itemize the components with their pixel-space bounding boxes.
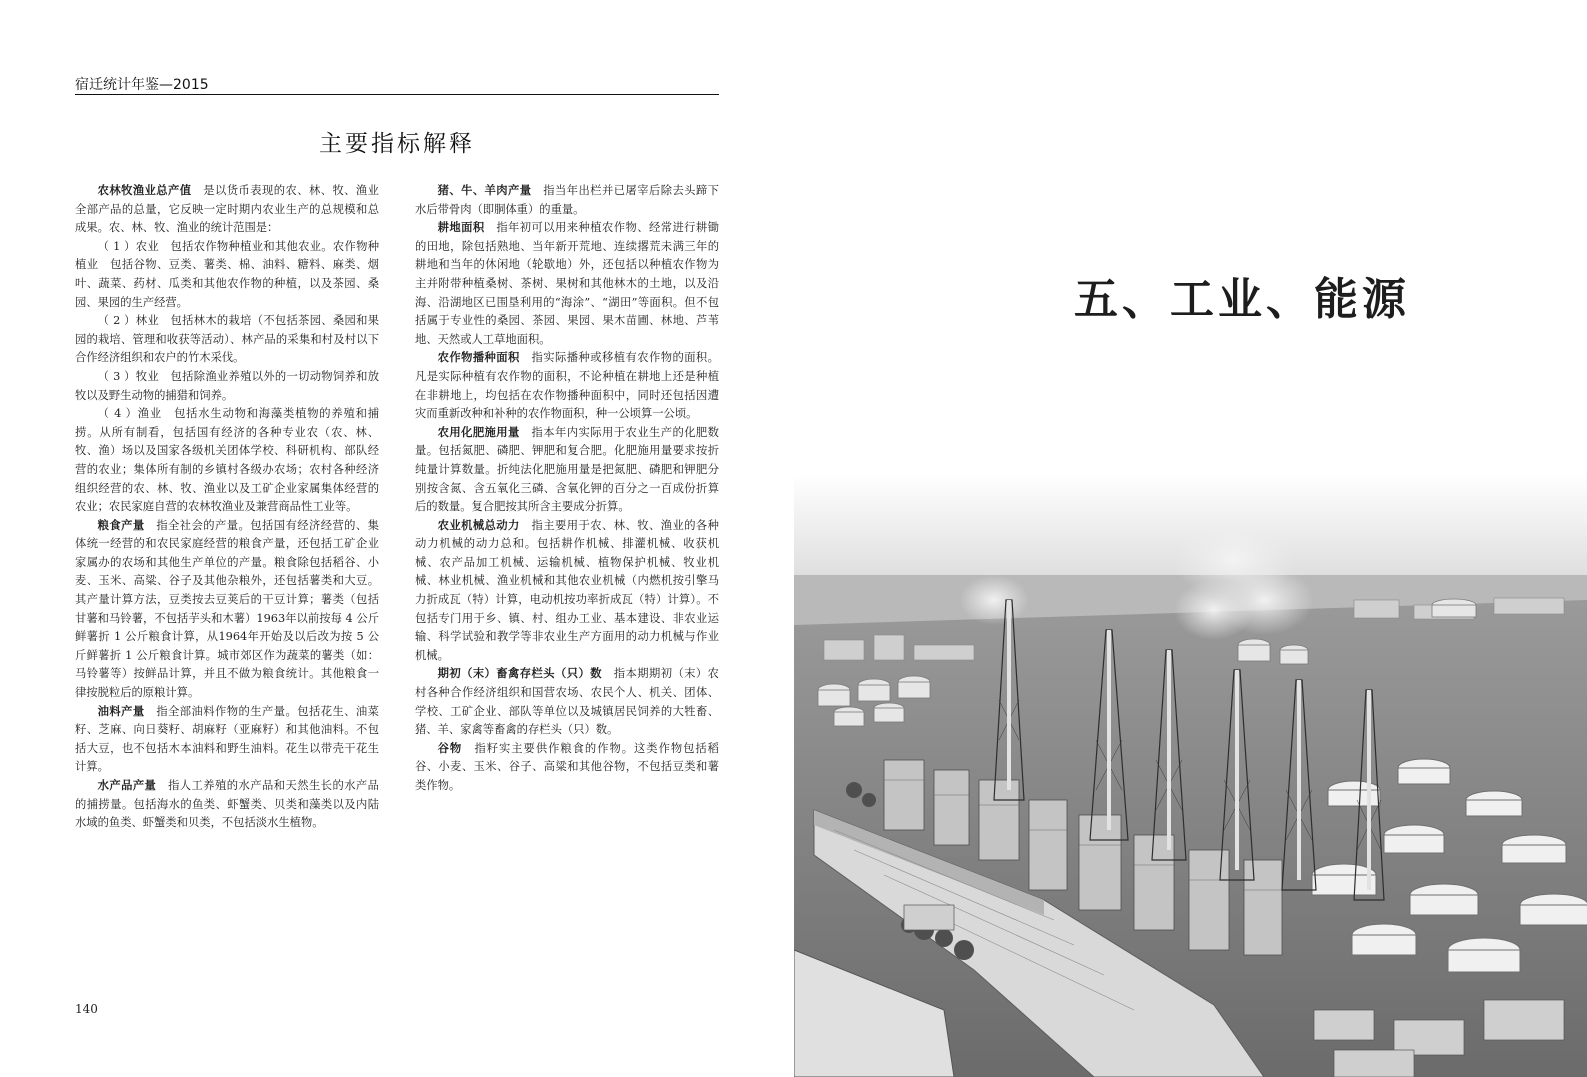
paragraph <box>415 740 719 796</box>
term: 农用化肥施用量 <box>437 425 520 439</box>
definition: 指实际播种或移植有农作物的面积。凡是实际种植有农作物的面积，不论种植在耕地上还是种植在非耕地上，均包括在农作物播种面积中，同时还包括因遭灾而重新改种和补种的农作物面积，种一公顷算一公顷。 <box>415 351 719 421</box>
definition: 指年初可以用来种植农作物、经常进行耕锄的田地，除包括熟地、当年新开荒地、连续撂荒未满三年的耕地和当年的休闲地（轮歇地）外，还包括以种植农作物为主并附带种植桑树、茶树、果树和其他林木的土地，以及沿海、沿湖地区已围垦利用的“海涂”、“湖田”等面积。但不包括属于专业性的桑园、茶园、果园、果木苗圃、林地、芦苇地、天然或人工草地面积。 <box>415 221 719 346</box>
definition: 指全部油料作物的生产量。包括花生、油菜籽、芝麻、向日葵籽、胡麻籽（亚麻籽）和其他油料。不包括大豆，也不包括木本油料和野生油料。花生以带壳干花生计算。 <box>75 704 379 774</box>
right-page <box>794 0 1587 1077</box>
definition: 指全社会的产量。包括国有经济经营的、集体统一经营的和农民家庭经营的粮食产量，还包括工矿企业家属办的农场和其他生产单位的产量。粮食除包括稻谷、小麦、玉米、高粱、谷子及其他杂粮外，还包括薯类和大豆。其产量计算方法，豆类按去豆荚后的干豆计算；薯类（包括甘薯和马铃薯，不包括芋头和木薯）1963年以前按每 4 公斤鲜薯折 1 公斤粮食计算，从1964年开始及以后改为按 5 公斤鲜薯折 1 公斤粮食计算。城市郊区作为蔬菜的薯类（如：马铃薯等）按鲜品计算，并且不做为粮食统计。其他粮食一律按脱粒后的原粮计算。 <box>75 518 379 700</box>
term: 期初（末）畜禽存栏头（只）数 <box>437 667 602 681</box>
definition: 指主要用于农、林、牧、渔业的各种动力机械的动力总和。包括耕作机械、排灌机械、收获机械、农产品加工机械、运输机械、植物保护机械、牧业机械、林业机械、渔业机械和其他农业机械（内燃机按引擎马力折成瓦（特）计算，电动机按功率折成瓦（特）计算）。不包括专门用于乡、镇、村、组办工业、基本建设、非农业运输、科学试验和教学等非农业生产方面用的动力机械与作业机械。 <box>415 518 719 662</box>
definition: （ 2 ）林业 包括林木的栽培（不包括茶园、桑园和果园的栽培、管理和收获等活动）、林产品的采集和村及村以下合作经济组织和农户的竹木采伐。 <box>75 314 379 365</box>
definition: 指人工养殖的水产品和天然生长的水产品的捕捞量。包括海水的鱼类、虾蟹类、贝类和藻类以及内陆水域的鱼类、虾蟹类和贝类，不包括淡水生植物。 <box>75 779 379 830</box>
text-column-right <box>415 182 719 796</box>
paragraph <box>75 368 379 405</box>
running-header: 宿迁统计年鉴—2015 <box>75 77 209 93</box>
term: 农林牧渔业总产值 <box>97 184 192 197</box>
chapter-title: 五、工业、能源 <box>1074 274 1410 325</box>
paragraph <box>75 777 379 833</box>
paragraph <box>75 312 379 368</box>
paragraph <box>415 349 719 423</box>
term: 耕地面积 <box>437 221 485 235</box>
paragraph <box>75 517 379 703</box>
term: 猪、牛、羊肉产量 <box>437 184 532 197</box>
paragraph <box>75 182 379 238</box>
paragraph <box>415 665 719 739</box>
definition: （ 3 ）牧业 包括除渔业养殖以外的一切动物饲养和放牧以及野生动物的捕猎和饲养。 <box>75 369 379 402</box>
term: 水产品产量 <box>97 779 157 792</box>
paragraph <box>415 517 719 666</box>
paragraph <box>415 219 719 349</box>
definition: （ 4 ）渔业 包括水生动物和海藻类植物的养殖和捕捞。从所有制看，包括国有经济的各种专业农（农、林、牧、渔）场以及国家各级机关团体学校、科研机构、部队经营的农业；集体所有制的乡镇村各级办农场；农村各种经济组织经营的农、林、牧、渔业以及工矿企业家属集体经营的农业；农民家庭自营的农林牧渔业及兼营商品性工业等。 <box>75 407 379 514</box>
paragraph <box>415 182 719 219</box>
term: 粮食产量 <box>97 518 145 532</box>
term: 农业机械总动力 <box>437 518 520 532</box>
paragraph <box>75 238 379 312</box>
definition: 指本期期初（末）农村各种合作经济组织和国营农场、农民个人、机关、团体、学校、工矿企业、部队等单位以及城镇居民饲养的大牲畜、猪、羊、家禽等畜禽的存栏头（只）数。 <box>415 667 719 737</box>
definition: （ 1 ）农业 包括农作物种植业和其他农业。农作物种植业 包括谷物、豆类、薯类、棉、油料、糖料、麻类、烟叶、蔬菜、药材、瓜类和其他农作物的种植，以及茶园、桑园、果园的生产经营。 <box>75 239 379 309</box>
page-number: 140 <box>75 1002 98 1016</box>
term: 农作物播种面积 <box>437 351 520 365</box>
definition: 指籽实主要供作粮食的作物。这类作物包括稻谷、小麦、玉米、谷子、高粱和其他谷物，不包括豆类和薯类作物。 <box>415 741 719 792</box>
paragraph <box>415 424 719 517</box>
paragraph <box>75 703 379 777</box>
section-title: 主要指标解释 <box>319 131 475 157</box>
term: 油料产量 <box>97 704 145 718</box>
header-rule <box>75 94 719 95</box>
text-column-left <box>75 182 379 833</box>
definition: 指当年出栏并已屠宰后除去头蹄下水后带骨肉（即胴体重）的重量。 <box>415 184 719 216</box>
term: 谷物 <box>437 741 463 755</box>
industrial-plant-photo <box>794 0 1587 1077</box>
paragraph <box>75 405 379 517</box>
definition: 指本年内实际用于农业生产的化肥数量。包括氮肥、磷肥、钾肥和复合肥。化肥施用量要求按折纯量计算数量。折纯法化肥施用量是把氮肥、磷肥和钾肥分别按含氮、含五氧化三磷、含氧化钾的百分之一百成份折算后的数量。复合肥按其所含主要成分折算。 <box>415 425 719 514</box>
definition: 是以货币表现的农、林、牧、渔业全部产品的总量，它反映一定时期内农业生产的总规模和总成果。农、林、牧、渔业的统计范围是： <box>75 184 379 235</box>
